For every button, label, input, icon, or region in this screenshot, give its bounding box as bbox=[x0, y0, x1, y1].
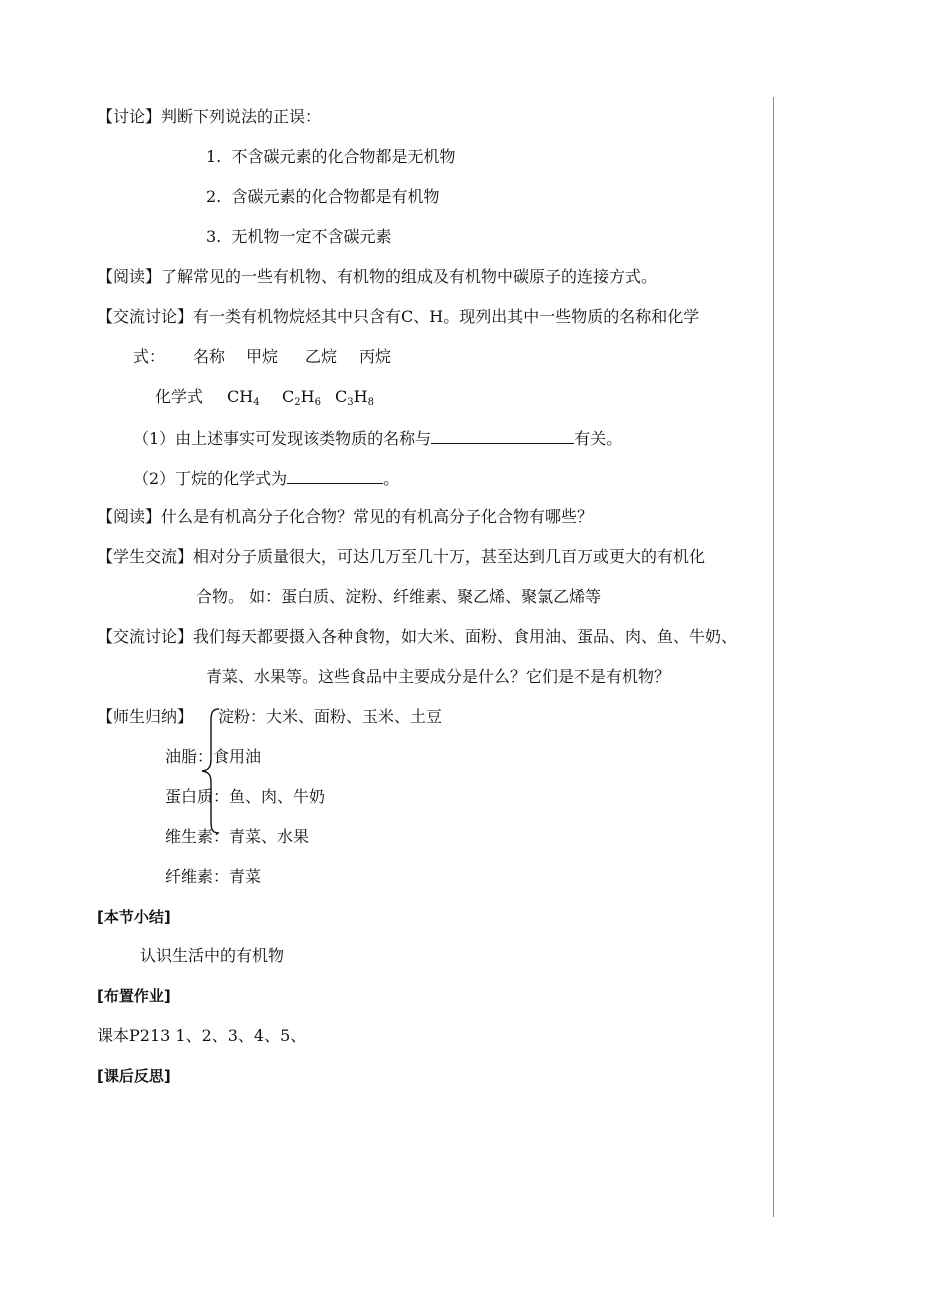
summary-tag: 【师生归纳】 bbox=[97, 707, 194, 726]
question-1 bbox=[133, 427, 622, 449]
formula-cell: $C_2H_6$ bbox=[282, 387, 321, 408]
name-row bbox=[133, 347, 392, 367]
exchange-paragraph-2 bbox=[97, 627, 737, 647]
read-tag: 【阅读】 bbox=[97, 267, 162, 286]
summary-row: 纤维素：青菜 bbox=[165, 867, 262, 886]
read-paragraph-1 bbox=[97, 267, 657, 287]
reflection-heading: [课后反思] bbox=[97, 1067, 171, 1085]
read-paragraph-2 bbox=[97, 507, 593, 527]
homework-heading: [布置作业] bbox=[97, 987, 171, 1005]
summary-row: 维生素：青菜、水果 bbox=[165, 827, 310, 846]
section-summary-heading: [本节小结] bbox=[97, 908, 171, 926]
student-tag: 【学生交流】 bbox=[97, 547, 194, 566]
formula-cell: $C_3H_8$ bbox=[335, 387, 374, 408]
summary-row: 蛋白质：鱼、肉、牛奶 bbox=[165, 787, 326, 806]
item-number: 3. bbox=[206, 227, 222, 246]
answer-blank[interactable] bbox=[287, 467, 383, 484]
formula-row bbox=[155, 387, 374, 408]
item-number: 2. bbox=[206, 187, 222, 206]
read-text: 什么是有机高分子化合物？常见的有机高分子化合物有哪些？ bbox=[161, 507, 594, 526]
exchange-paragraph-1 bbox=[97, 307, 699, 327]
summary-row: 淀粉：大米、面粉、玉米、土豆 bbox=[218, 707, 443, 726]
exchange-paragraph-2-cont bbox=[206, 667, 670, 687]
homework-text: 课本P213 1、2、3、4、5、 bbox=[97, 1026, 307, 1045]
list-item bbox=[206, 147, 455, 167]
exchange-tag: 【交流讨论】 bbox=[97, 307, 194, 326]
question-2 bbox=[133, 467, 399, 489]
student-text: 相对分子质量很大，可达几万至几十万，甚至达到几百万或更大的有机化 bbox=[193, 547, 706, 566]
item-text: 无机物一定不含碳元素 bbox=[231, 227, 392, 246]
discuss-prompt: 判断下列说法的正误： bbox=[161, 107, 322, 126]
item-number: 1. bbox=[206, 147, 222, 166]
list-item bbox=[206, 227, 391, 247]
answer-blank[interactable] bbox=[431, 427, 574, 444]
item-text: 含碳元素的化合物都是有机物 bbox=[231, 187, 440, 206]
formula-cell: $CH_4$ bbox=[227, 387, 260, 408]
question-suffix: 。 bbox=[383, 469, 400, 488]
read-text: 了解常见的一些有机物、有机物的组成及有机物中碳原子的连接方式。 bbox=[161, 267, 658, 286]
right-margin-rule bbox=[773, 97, 774, 1217]
question-suffix: 有关。 bbox=[574, 429, 623, 448]
item-text: 不含碳元素的化合物都是无机物 bbox=[231, 147, 456, 166]
discuss-heading bbox=[97, 107, 321, 127]
name-cell: 甲烷 bbox=[246, 347, 279, 366]
question-text: （2）丁烷的化学式为 bbox=[133, 469, 288, 488]
student-text-cont: 合物。 如：蛋白质、淀粉、纤维素、聚乙烯、聚氯乙烯等 bbox=[196, 587, 602, 606]
name-label: 名称 bbox=[193, 347, 226, 366]
exchange-text: 我们每天都要摄入各种食物，如大米、面粉、食用油、蛋品、肉、鱼、牛奶、 bbox=[193, 627, 738, 646]
question-text: （1）由上述事实可发现该类物质的名称与 bbox=[133, 429, 432, 448]
exchange-tag: 【交流讨论】 bbox=[97, 627, 194, 646]
exchange-text-cont: 青菜、水果等。这些食品中主要成分是什么？它们是不是有机物？ bbox=[206, 667, 671, 686]
summary-row: 油脂：食用油 bbox=[165, 747, 262, 766]
student-paragraph bbox=[97, 547, 705, 567]
student-paragraph-cont bbox=[196, 587, 601, 607]
exchange-text: 有一类有机物烷烃其中只含有C、H。现列出其中一些物质的名称和化学 bbox=[193, 307, 700, 326]
formula-label: 化学式 bbox=[155, 387, 204, 406]
exchange-text-cont: 式： bbox=[133, 347, 166, 366]
name-cell: 乙烷 bbox=[305, 347, 338, 366]
read-tag: 【阅读】 bbox=[97, 507, 162, 526]
discuss-tag: 【讨论】 bbox=[97, 107, 162, 126]
name-cell: 丙烷 bbox=[359, 347, 392, 366]
list-item bbox=[206, 187, 439, 207]
section-summary-text: 认识生活中的有机物 bbox=[140, 946, 285, 965]
